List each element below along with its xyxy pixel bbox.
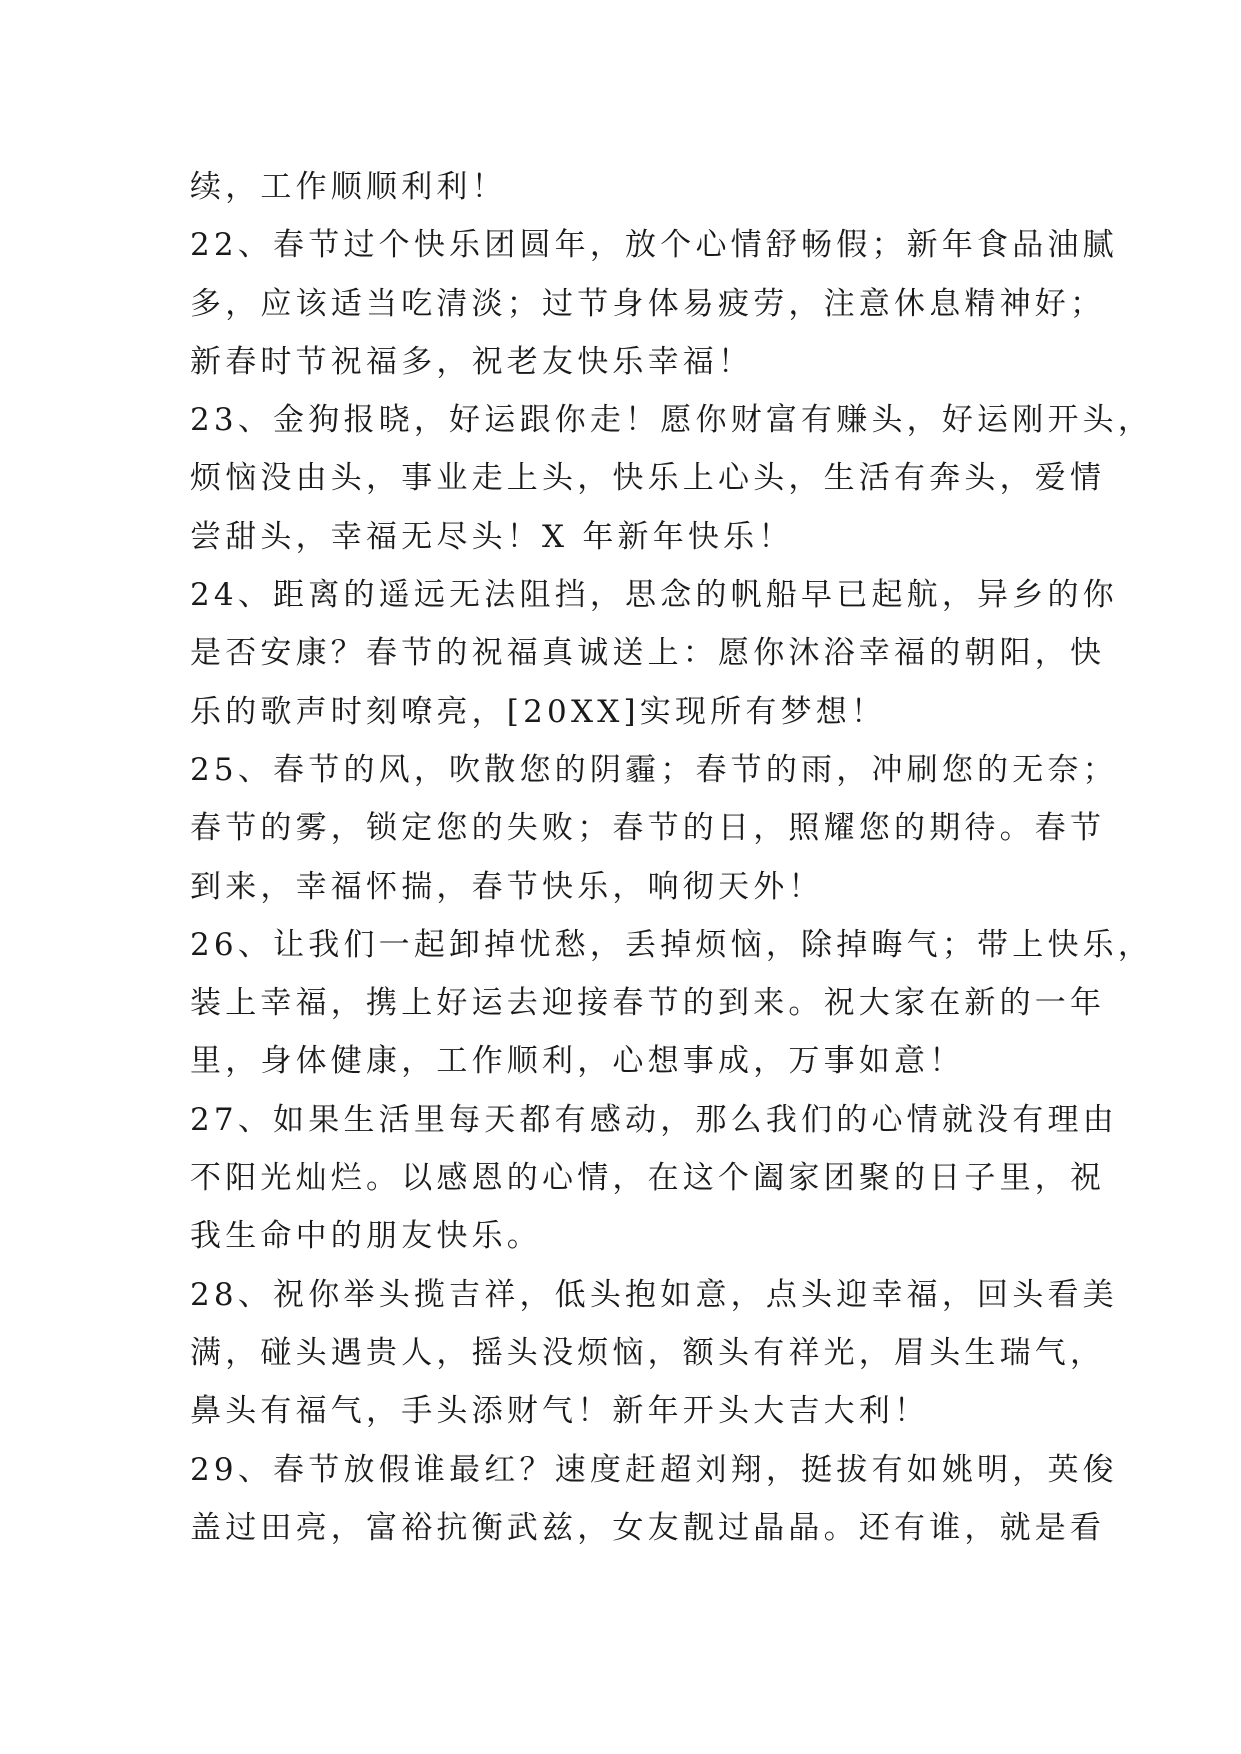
text-line: 是否安康？春节的祝福真诚送上：愿你沐浴幸福的朝阳，快 (190, 635, 1106, 672)
text-line: 到来，幸福怀揣，春节快乐，响彻天外！ (190, 868, 824, 905)
text-line: 烦恼没由头，事业走上头，快乐上心头，生活有奔头，爱情 (190, 460, 1106, 497)
text-line: 24、距离的遥远无法阻挡，思念的帆船早已起航，异乡的你 (190, 577, 1118, 614)
text-line: 29、春节放假谁最红？速度赶超刘翔，挺拔有如姚明，英俊 (190, 1451, 1118, 1488)
text-line: 25、春节的风，吹散您的阴霾；春节的雨，冲刷您的无奈； (190, 751, 1118, 788)
text-line: 不阳光灿烂。以感恩的心情，在这个阖家团聚的日子里，祝 (190, 1160, 1106, 1197)
text-line: 鼻头有福气，手头添财气！新年开头大吉大利！ (190, 1393, 930, 1430)
text-line: 27、如果生活里每天都有感动，那么我们的心情就没有理由 (190, 1101, 1118, 1138)
text-line: 23、金狗报晓，好运跟你走！愿你财富有赚头，好运刚开头， (190, 402, 1154, 439)
text-line: 乐的歌声时刻嘹亮，[20XX]实现所有梦想！ (190, 693, 887, 730)
text-line: 续，工作顺顺利利！ (190, 169, 507, 205)
text-line: 28、祝你举头揽吉祥，低头抱如意，点头迎幸福，回头看美 (190, 1276, 1118, 1313)
text-line: 春节的雾，锁定您的失败；春节的日，照耀您的期待。春节 (190, 810, 1106, 847)
document-body (190, 158, 1154, 1557)
text-line: 满，碰头遇贵人，摇头没烦恼，额头有祥光，眉头生瑞气， (190, 1334, 1106, 1371)
text-line: 里，身体健康，工作顺利，心想事成，万事如意！ (190, 1043, 965, 1080)
text-line: 26、让我们一起卸掉忧愁，丢掉烦恼，除掉晦气；带上快乐， (190, 926, 1154, 963)
text-line: 22、春节过个快乐团圆年，放个心情舒畅假；新年食品油腻 (190, 227, 1118, 264)
text-line: 新春时节祝福多，祝老友快乐幸福！ (190, 343, 754, 380)
text-line: 装上幸福，携上好运去迎接春节的到来。祝大家在新的一年 (190, 985, 1106, 1022)
text-line: 我生命中的朋友快乐。 (190, 1218, 542, 1255)
text-line: 尝甜头，幸福无尽头！X 年新年快乐！ (190, 518, 794, 555)
text-line: 盖过田亮，富裕抗衡武兹，女友靓过晶晶。还有谁，就是看 (190, 1509, 1106, 1546)
text-line: 多，应该适当吃清淡；过节身体易疲劳，注意休息精神好； (190, 285, 1106, 322)
